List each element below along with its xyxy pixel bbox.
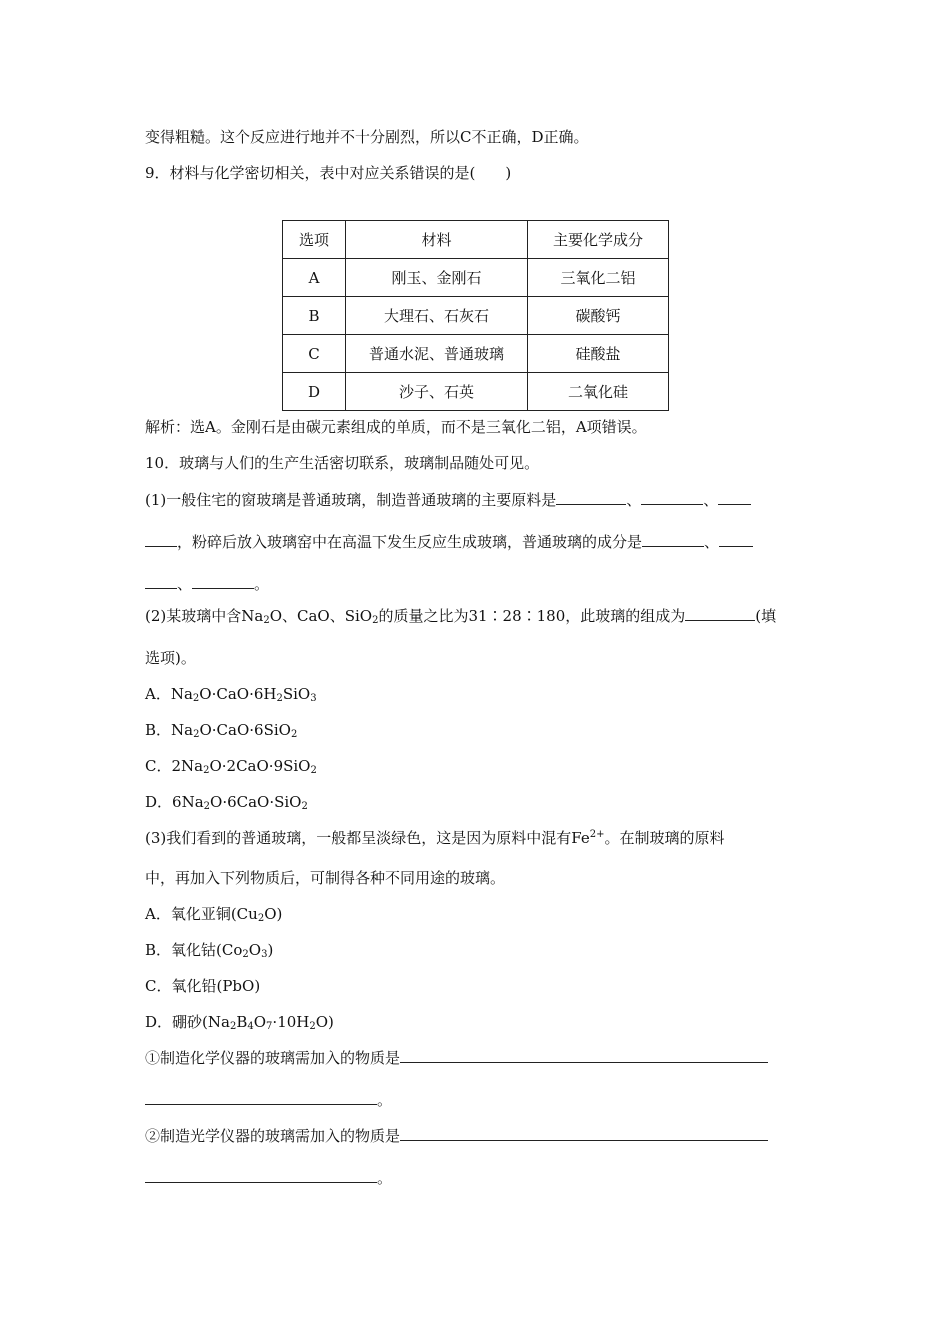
question-10-stem: 10．玻璃与人们的生产生活密切联系，玻璃制品随处可见。: [145, 454, 540, 472]
answer-blank[interactable]: [685, 606, 755, 621]
separator: 、: [626, 491, 642, 509]
subscript: 2: [203, 765, 210, 776]
part-2-option-b: [145, 720, 297, 740]
table-header-cell: 材料: [346, 221, 528, 259]
sub-question-text: ②制造光学仪器的玻璃需加入的物质是: [145, 1127, 401, 1145]
subscript: 2: [276, 693, 283, 704]
table-cell: A: [283, 259, 346, 297]
part-2-line-2: 选项)。: [145, 649, 196, 667]
subscript: 2: [309, 1021, 316, 1032]
answer-blank[interactable]: [145, 574, 177, 589]
option-text: O·CaO·6SiO: [199, 721, 291, 739]
part-2-option-d: [145, 792, 308, 812]
option-text: B．Na: [145, 721, 194, 739]
subscript: 2: [310, 765, 317, 776]
option-text: SiO: [282, 685, 311, 703]
option-text: O): [264, 905, 283, 923]
separator: 、: [703, 491, 719, 509]
materials-table: [282, 220, 669, 411]
table-cell: 沙子、石英: [346, 373, 528, 411]
part-2-option-c: [145, 756, 317, 776]
table-header-row: [283, 221, 669, 259]
subscript: 2: [193, 729, 200, 740]
table-header-cell: 选项: [283, 221, 346, 259]
part-3-text: 。在制玻璃的原料: [604, 829, 725, 847]
option-text: O·6CaO·SiO: [210, 793, 302, 811]
part-1-text: ，粉碎后放入玻璃窑中在高温下发生反应生成玻璃，普通玻璃的成分是: [177, 533, 643, 551]
answer-blank[interactable]: [400, 1126, 768, 1141]
part-3-option-a: [145, 904, 282, 924]
table-cell: 硅酸盐: [528, 335, 669, 373]
sub-question-1-line-1: [145, 1048, 768, 1068]
part-2-line-1: [145, 606, 776, 626]
answer-blank[interactable]: [145, 532, 177, 547]
option-text: O: [248, 941, 262, 959]
option-text: B．氧化钴(Co: [145, 941, 243, 959]
subscript: 3: [310, 693, 317, 704]
table-cell: 二氧化硅: [528, 373, 669, 411]
option-text: ): [267, 941, 274, 959]
sub-question-1-line-2: [145, 1090, 392, 1110]
table-header-cell: 主要化学成分: [528, 221, 669, 259]
subscript: 2: [242, 949, 249, 960]
answer-blank[interactable]: [145, 1090, 377, 1105]
option-text: B: [236, 1013, 248, 1031]
table-row: [283, 297, 669, 335]
answer-blank[interactable]: [718, 490, 751, 505]
sub-question-2-line-1: [145, 1126, 768, 1146]
option-text: D．硼砂(Na: [145, 1013, 230, 1031]
separator: 、: [704, 533, 720, 551]
end-mark: 。: [377, 1169, 393, 1187]
separator: 、: [177, 575, 193, 593]
part-1-line-1: [145, 490, 751, 510]
option-text: O: [253, 1013, 267, 1031]
answer-blank[interactable]: [641, 490, 703, 505]
part-1-line-3: [145, 574, 269, 594]
end-mark: 。: [377, 1091, 393, 1109]
option-text: D．6Na: [145, 793, 204, 811]
intro-line: 变得粗糙。这个反应进行地并不十分剧烈，所以C不正确，D正确。: [145, 128, 589, 146]
subscript: 2: [263, 615, 270, 626]
part-2-text: O、CaO、SiO: [269, 607, 373, 625]
part-2-text: 的质量之比为31∶28∶180，此玻璃的组成为: [378, 607, 686, 625]
table-row: [283, 373, 669, 411]
answer-blank[interactable]: [556, 490, 626, 505]
subscript: 2: [192, 693, 200, 704]
answer-blank[interactable]: [145, 1168, 377, 1183]
table-cell: 普通水泥、普通玻璃: [346, 335, 528, 373]
part-2-option-a: [145, 684, 317, 704]
subscript: 4: [247, 1021, 254, 1032]
superscript: 2+: [589, 829, 605, 840]
table-cell: 大理石、石灰石: [346, 297, 528, 335]
part-3-text: (3)我们看到的普通玻璃，一般都呈淡绿色，这是因为原料中混有Fe: [145, 829, 590, 847]
subscript: 2: [257, 913, 265, 924]
part-3-option-d: [145, 1012, 334, 1032]
table-row: [283, 259, 669, 297]
table-cell: D: [283, 373, 346, 411]
option-text: C．2Na: [145, 757, 204, 775]
part-3-line-1: [145, 828, 724, 848]
part-2-text: (2)某玻璃中含Na: [145, 607, 264, 625]
option-text: A．Na: [145, 685, 193, 703]
part-3-option-b: [145, 940, 273, 960]
subscript: 2: [372, 615, 379, 626]
subscript: 2: [301, 801, 308, 812]
option-text: O·2CaO·9SiO: [209, 757, 311, 775]
answer-blank[interactable]: [642, 532, 704, 547]
end-mark: 。: [254, 575, 270, 593]
table-cell: B: [283, 297, 346, 335]
subscript: 2: [229, 1021, 237, 1032]
part-3-option-c: C．氧化铅(PbO): [145, 977, 261, 995]
question-9-analysis: 解析：选A。金刚石是由碳元素组成的单质，而不是三氧化二铝，A项错误。: [145, 418, 647, 436]
table-cell: C: [283, 335, 346, 373]
answer-blank[interactable]: [192, 574, 254, 589]
sub-question-text: ①制造化学仪器的玻璃需加入的物质是: [145, 1049, 401, 1067]
subscript: 2: [290, 729, 298, 740]
sub-question-2-line-2: [145, 1168, 392, 1188]
option-text: O): [315, 1013, 334, 1031]
subscript: 3: [261, 949, 268, 960]
option-text: ·10H: [272, 1013, 310, 1031]
table-cell: 刚玉、金刚石: [346, 259, 528, 297]
option-text: O·CaO·6H: [199, 685, 277, 703]
option-text: A．氧化亚铜(Cu: [145, 905, 258, 923]
answer-blank[interactable]: [719, 532, 753, 547]
answer-blank[interactable]: [400, 1048, 768, 1063]
part-2-text: (填: [755, 607, 777, 625]
table-cell: 碳酸钙: [528, 297, 669, 335]
question-9-stem: 9．材料与化学密切相关，表中对应关系错误的是( ): [145, 164, 512, 182]
part-1-text: (1)一般住宅的窗玻璃是普通玻璃，制造普通玻璃的主要原料是: [145, 491, 557, 509]
subscript: 7: [266, 1021, 273, 1032]
subscript: 2: [203, 801, 211, 812]
part-1-line-2: [145, 532, 753, 552]
part-3-line-2: 中，再加入下列物质后，可制得各种不同用途的玻璃。: [145, 869, 506, 887]
table-row: [283, 335, 669, 373]
table-cell: 三氧化二铝: [528, 259, 669, 297]
